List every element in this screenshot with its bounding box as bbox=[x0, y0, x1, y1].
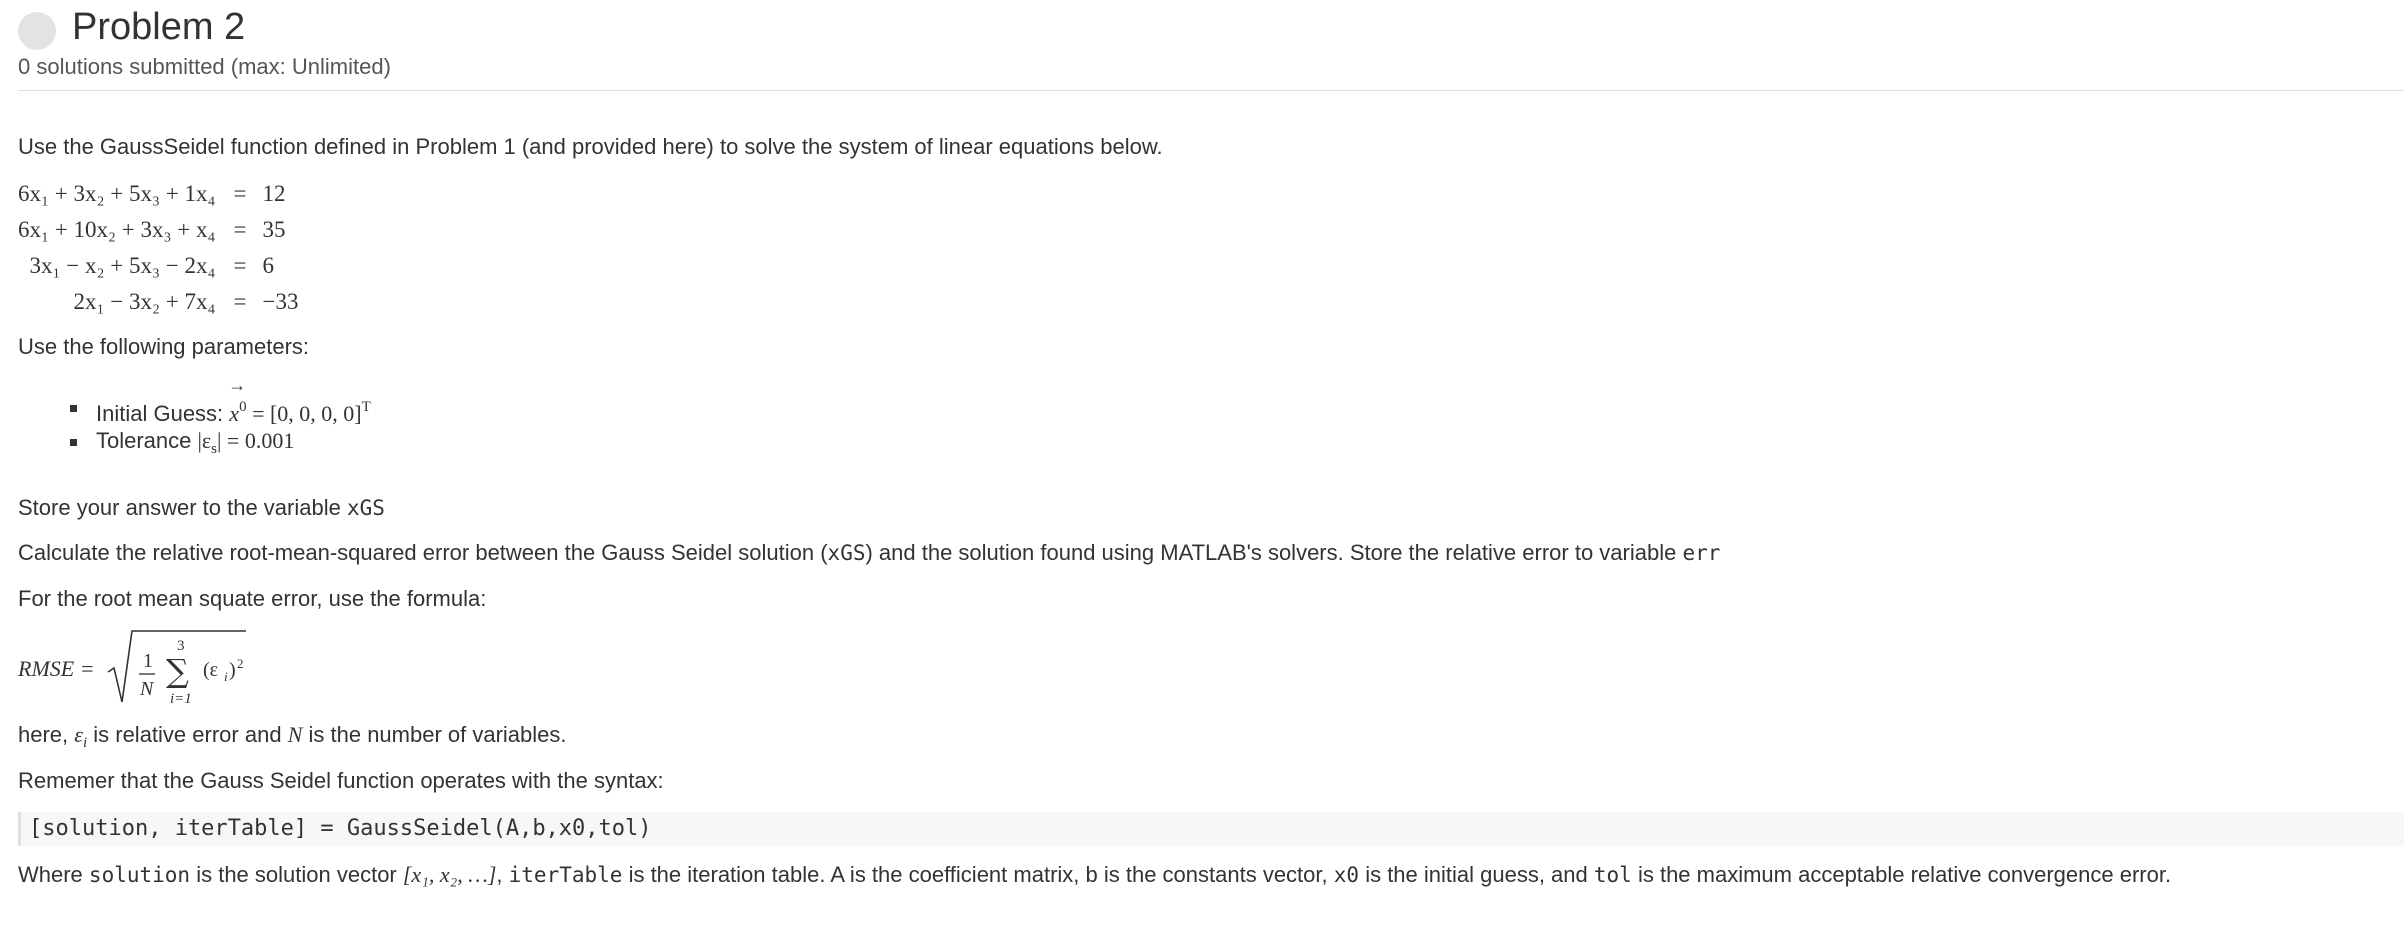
equation-rhs: −33 bbox=[262, 289, 299, 314]
parameter-list bbox=[18, 375, 371, 458]
vector-x0: → $x^0$ bbox=[228, 375, 247, 426]
equation-rhs: 35 bbox=[262, 217, 286, 242]
code-solution: solution bbox=[88, 863, 191, 887]
sum-upper-limit: 3 bbox=[177, 638, 185, 654]
equation-row bbox=[18, 248, 298, 284]
params-intro: Use the following parameters: bbox=[18, 334, 310, 359]
code-tol: tol bbox=[1593, 863, 1632, 887]
transpose-symbol: T bbox=[361, 399, 371, 415]
equation-equals: = bbox=[233, 289, 247, 314]
calc-instruction: Calculate the relative root-mean-squared error between the Gauss Seidel solution (xGS) and the solution found using MATLAB's solvers. Store the relative error to variable err bbox=[18, 540, 1721, 565]
submission-count: 0 solutions submitted (max: Unlimited) bbox=[18, 54, 391, 79]
fraction-denominator: N bbox=[140, 678, 154, 700]
equation-lhs: 3x₁ − x₂ + 5x₃ − 2x₄ bbox=[29, 253, 216, 278]
bullet-icon bbox=[70, 439, 77, 446]
equation-rhs: 12 bbox=[262, 181, 286, 206]
status-icon bbox=[18, 12, 56, 50]
initial-guess-value: = [0, 0, 0, 0] bbox=[252, 401, 362, 426]
epsilon-symbol: $\varepsilon_i$ bbox=[74, 722, 88, 751]
code-itertable: iterTable bbox=[508, 863, 623, 887]
formula-intro: For the root mean squate error, use the formula: bbox=[18, 586, 487, 611]
equation-lhs: 6x₁ + 10x₂ + 3x₃ + x₄ bbox=[18, 217, 216, 242]
page-title: Problem 2 bbox=[72, 6, 246, 48]
equation-row bbox=[18, 212, 298, 248]
equation-rhs: 6 bbox=[262, 253, 274, 278]
rmse-radical bbox=[106, 628, 256, 706]
fraction-numerator: 1 bbox=[143, 650, 153, 672]
bullet-icon bbox=[70, 405, 77, 412]
intro-text: Use the GaussSeidel function defined in Problem 1 (and provided here) to solve the system of linear equations below. bbox=[18, 134, 1163, 159]
n-symbol: N bbox=[287, 722, 303, 747]
initial-guess-math bbox=[228, 375, 371, 426]
variable-xgs: xGS bbox=[827, 541, 866, 565]
equation-row bbox=[18, 284, 298, 320]
code-x0: x0 bbox=[1333, 863, 1360, 887]
tolerance-label: Tolerance bbox=[96, 428, 192, 453]
equation-equals: = bbox=[233, 181, 247, 206]
tolerance-math: $|\varepsilon_s| = 0.001$ bbox=[197, 428, 295, 457]
sum-term-exponent: 2 bbox=[237, 656, 244, 671]
equation-equals: = bbox=[233, 217, 247, 242]
list-item-tolerance bbox=[18, 424, 371, 458]
sum-term: (ε bbox=[203, 659, 219, 681]
store-answer-text: Store your answer to the variable xGS bbox=[18, 495, 385, 520]
solution-vector-math: [x₁, x₂, …] bbox=[402, 862, 497, 887]
sum-term-subscript: i bbox=[224, 669, 228, 684]
sum-lower-limit: i=1 bbox=[170, 691, 192, 706]
variable-xgs: xGS bbox=[346, 496, 385, 520]
rmse-lhs: RMSE = bbox=[18, 656, 95, 681]
variable-err: err bbox=[1682, 541, 1721, 565]
sum-sigma-icon: ∑ bbox=[166, 652, 189, 690]
header-divider bbox=[18, 90, 2404, 91]
equation-equals: = bbox=[233, 253, 247, 278]
equation-system bbox=[18, 176, 298, 320]
here-explanation: here, $\varepsilon_i$ is relative error and N is the number of variables. bbox=[18, 722, 567, 751]
equation-lhs: 6x₁ + 3x₂ + 5x₃ + 1x₄ bbox=[18, 181, 216, 206]
initial-guess-label: Initial Guess: bbox=[96, 401, 224, 426]
code-line: [solution, iterTable] = GaussSeidel(A,b,x0,tol) bbox=[29, 816, 652, 841]
list-item-initial-guess bbox=[18, 375, 371, 426]
equation-row bbox=[18, 176, 298, 212]
syntax-intro: Rememer that the Gauss Seidel function operates with the syntax: bbox=[18, 768, 664, 793]
where-explanation: Where solution is the solution vector [x₁, x₂, …], iterTable is the iteration table. A is the coefficient matrix, b is the constants vector, x0 is the initial guess, and tol is the maximum acceptable relative convergence error. bbox=[18, 862, 2172, 887]
sum-term-close: ) bbox=[229, 659, 236, 681]
equation-lhs: 2x₁ − 3x₂ + 7x₄ bbox=[73, 289, 216, 314]
vector-arrow-icon: → bbox=[228, 375, 247, 395]
code-block bbox=[18, 812, 2404, 846]
